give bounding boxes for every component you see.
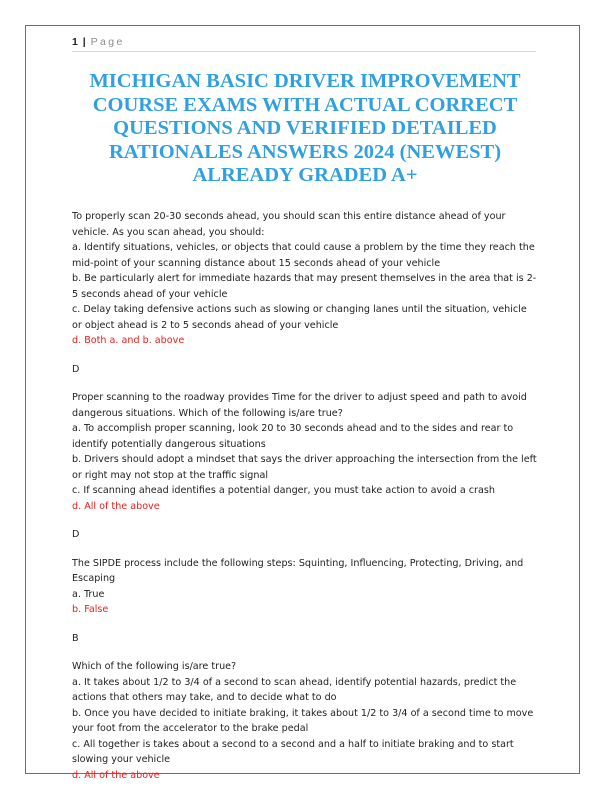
question-stem: Which of the following is/are true? [72,661,237,672]
answer-option: b. Drivers should adopt a mindset that says the driver approaching the intersection from the left or right may not stop at the traffic signal [72,454,537,481]
question-stem: Proper scanning to the roadway provides Time for the driver to adjust speed and path to avoid dangerous situations. Which of the following is/are true? [72,392,527,419]
question-block [72,390,538,556]
answer-letter: D [72,363,80,375]
correct-answer-option: d. All of the above [72,500,160,512]
question-block [72,659,538,783]
answer-option: a. To accomplish proper scanning, look 20 to 30 seconds ahead and to the sides and rear to identify potentially dangerous situations [72,423,514,450]
answer-option: a. It takes about 1/2 to 3/4 of a second to scan ahead, identify potential hazards, predict the actions that others may take, and to decide what to do [72,676,517,703]
answer-option: b. Once you have decided to initiate braking, it takes about 1/2 to 3/4 of a second time to move your foot from the accelerator to the brake pedal [72,707,534,734]
answer-option: c. If scanning ahead identifies a potential danger, you must take action to avoid a crash [72,485,495,496]
answer-option: c. All together is takes about a second to a second and a half to initiate braking and to start slowing your vehicle [72,738,514,765]
answer-option: b. Be particularly alert for immediate hazards that may present themselves in the area that is 2-5 seconds ahead of your vehicle [72,273,537,300]
header-separator: | [82,36,86,48]
correct-answer-option: d. Both a. and b. above [72,335,185,346]
page-number: 1 [72,36,78,48]
answer-letter: D [72,529,80,540]
correct-answer-option: b. False [72,604,109,615]
question-block [72,209,538,390]
answer-option: c. Delay taking defensive actions such as slowing or changing lanes until the situation, vehicle or object ahead is 2 to 5 seconds ahead of your vehicle [72,304,527,331]
question-block [72,556,538,660]
correct-answer-option: d. All of the above [72,769,160,781]
answer-option: a. Identify situations, vehicles, or objects that could cause a problem by the time they reach the mid-point of your scanning distance about 15 seconds ahead of your vehicle [72,242,535,269]
document-title: MICHIGAN BASIC DRIVER IMPROVEMENT COURSE EXAMS WITH ACTUAL CORRECT QUESTIONS AND VERIFIED DETAILED RATIONALES ANSWERS 2024 (NEWEST) ALREADY GRADED A+ [89,70,521,186]
question-stem: To properly scan 20-30 seconds ahead, you should scan this entire distance ahead of your vehicle. As you scan ahead, you should: [72,211,506,238]
answer-letter: B [72,632,79,644]
question-list [72,209,538,783]
page-label: Page [90,36,125,48]
question-stem: The SIPDE process include the following steps: Squinting, Influencing, Protecting, Driving, and Escaping [72,557,524,584]
page-header [72,36,536,52]
answer-option: a. True [72,588,105,600]
